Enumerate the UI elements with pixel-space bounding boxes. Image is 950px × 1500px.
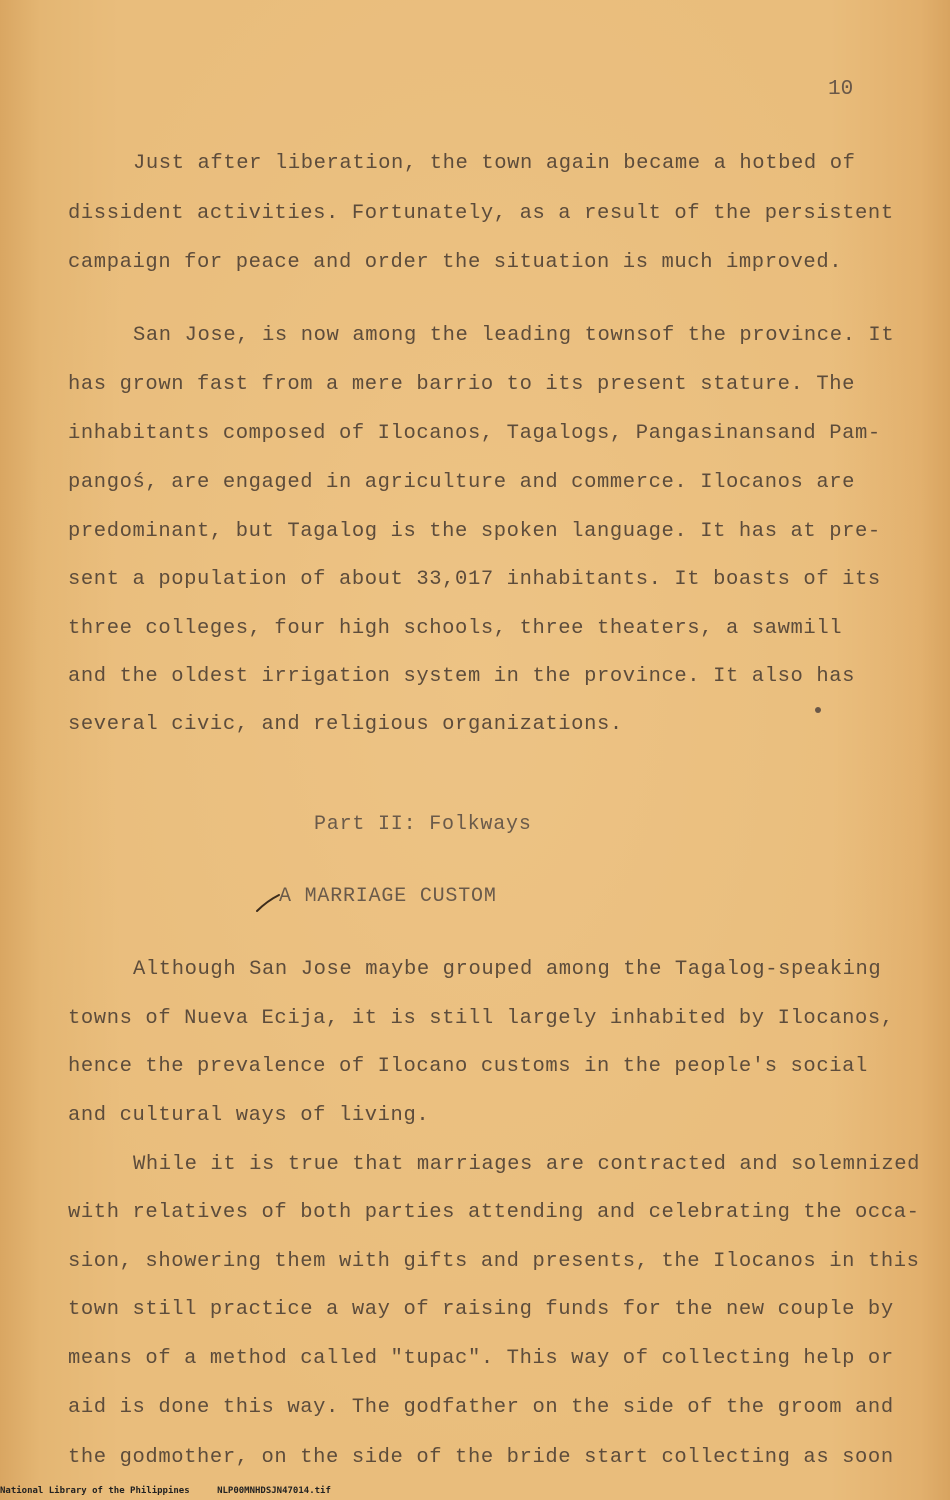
text-line: Just after liberation, the town again became a hotbed of bbox=[133, 152, 856, 175]
text-line: several civic, and religious organizations. bbox=[68, 713, 623, 736]
text-line: aid is done this way. The godfather on the side of the groom and bbox=[68, 1396, 894, 1419]
scan-footer bbox=[0, 1486, 353, 1496]
text-line: has grown fast from a mere barrio to its present stature. The bbox=[68, 373, 856, 396]
footer-filename: NLP00MNHDSJN47014.tif bbox=[217, 1486, 331, 1496]
part-heading: Part II: Folkways bbox=[314, 813, 532, 836]
section-heading: A MARRIAGE CUSTOM bbox=[279, 885, 497, 908]
text-line: towns of Nueva Ecija, it is still largely inhabited by Ilocanos, bbox=[68, 1007, 894, 1030]
ink-dot bbox=[815, 707, 821, 713]
text-line: Although San Jose maybe grouped among the Tagalog-speaking bbox=[133, 958, 882, 981]
text-line: the godmother, on the side of the bride start collecting as soon bbox=[68, 1446, 894, 1469]
text-line: means of a method called "tupac". This way of collecting help or bbox=[68, 1347, 894, 1370]
text-line: sion, showering them with gifts and presents, the Ilocanos in this bbox=[68, 1250, 920, 1273]
text-line: three colleges, four high schools, three theaters, a sawmill bbox=[68, 617, 843, 640]
text-line: campaign for peace and order the situation is much improved. bbox=[68, 251, 843, 274]
text-line: and the oldest irrigation system in the province. It also has bbox=[68, 665, 856, 688]
text-line: dissident activities. Fortunately, as a result of the persistent bbox=[68, 202, 894, 225]
text-line: While it is true that marriages are contracted and solemnized bbox=[133, 1153, 921, 1176]
text-line: with relatives of both parties attending and celebrating the occa- bbox=[68, 1201, 920, 1224]
text-line: pangoś, are engaged in agriculture and commerce. Ilocanos are bbox=[68, 471, 856, 494]
page-number: 10 bbox=[828, 78, 854, 101]
pen-mark-icon bbox=[255, 893, 281, 913]
text-line: and cultural ways of living. bbox=[68, 1104, 430, 1127]
text-line: sent a population of about 33,017 inhabitants. It boasts of its bbox=[68, 568, 881, 591]
text-line: San Jose, is now among the leading townsof the province. It bbox=[133, 324, 895, 347]
text-line: hence the prevalence of Ilocano customs in the people's social bbox=[68, 1055, 868, 1078]
footer-library: National Library of the Philippines bbox=[0, 1486, 190, 1496]
text-line: inhabitants composed of Ilocanos, Tagalogs, Pangasinansand Pam- bbox=[68, 422, 881, 445]
text-line: town still practice a way of raising funds for the new couple by bbox=[68, 1298, 894, 1321]
text-line: predominant, but Tagalog is the spoken language. It has at pre- bbox=[68, 520, 881, 543]
